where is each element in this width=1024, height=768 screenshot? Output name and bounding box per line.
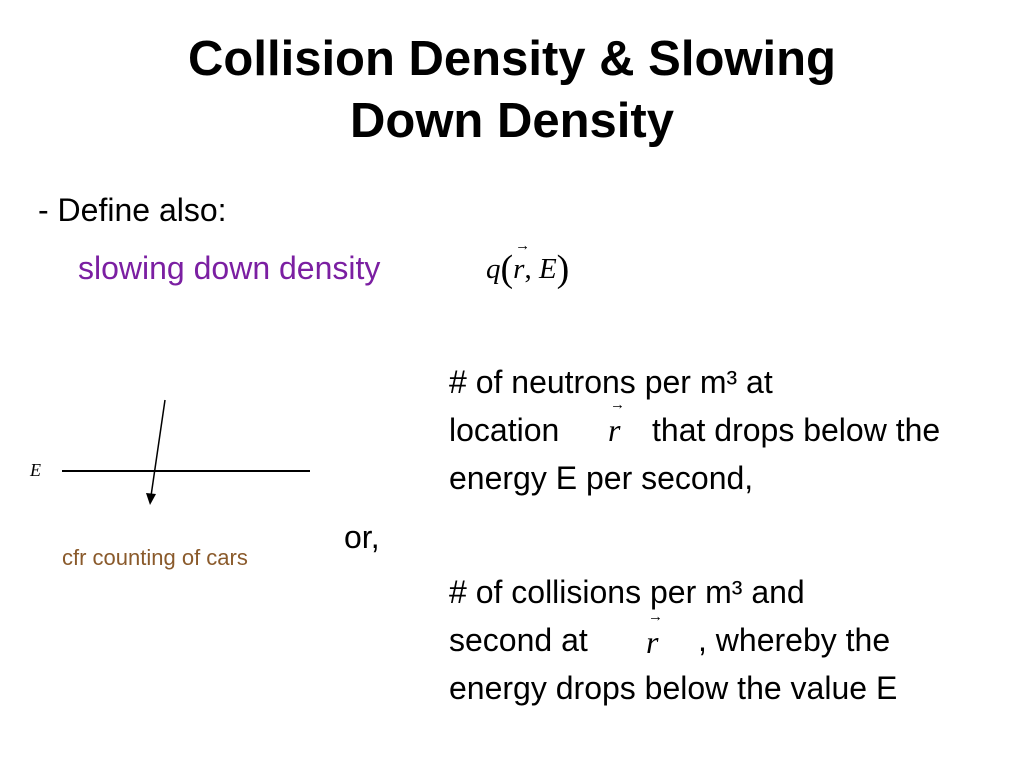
symbol-E: E [538, 253, 557, 285]
title-line-1: Collision Density & Slowing [188, 32, 836, 86]
symbol-q: q [486, 253, 501, 285]
definition1-line2b: that drops below the [652, 412, 941, 448]
paren-open: ( [500, 248, 514, 290]
definition1-line1: # of neutrons per m³ at [449, 364, 773, 400]
slowing-down-density-symbol [486, 247, 569, 291]
definition2-line3: energy drops below the value E [449, 670, 898, 706]
symbol-comma: , [524, 253, 532, 285]
term-label: slowing down density [78, 250, 381, 286]
slide-title [62, 28, 962, 152]
definition1-line3: energy E per second, [449, 460, 754, 496]
title-line-2: Down Density [350, 94, 674, 148]
definition2-line2b: , whereby the [698, 622, 891, 658]
energy-crossing-diagram [20, 390, 320, 515]
definition2-line1: # of collisions per m³ and [449, 574, 805, 610]
intro-text: - Define also: [38, 192, 227, 228]
crossing-arrow-shaft [151, 400, 165, 496]
crossing-arrow-head [146, 493, 156, 505]
paren-close: ) [556, 248, 570, 290]
vector-r-2: → r [646, 624, 658, 661]
cars-note: cfr counting of cars [62, 545, 248, 570]
vector-r-1: → r [608, 412, 620, 449]
definition2-line2a: second at [449, 622, 588, 658]
energy-label: E [30, 460, 41, 480]
symbol-r-vector: → r [513, 253, 524, 286]
definition1-line2a: location [449, 412, 560, 448]
or-text: or, [344, 519, 380, 555]
